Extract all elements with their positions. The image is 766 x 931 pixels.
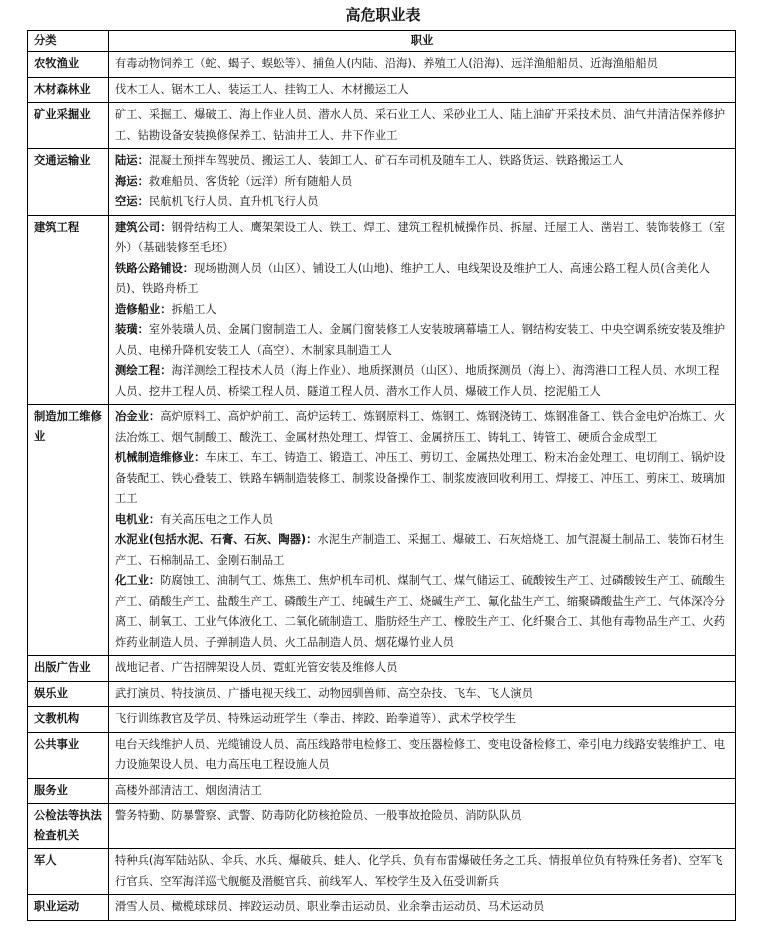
occupation-segment bbox=[115, 172, 729, 193]
category-cell: 矿业采掘业 bbox=[28, 103, 109, 149]
subcategory-label: 装璜： bbox=[115, 323, 149, 336]
subcategory-label: 冶金业： bbox=[115, 410, 161, 423]
occupation-segment bbox=[115, 709, 729, 730]
subcategory-label: 海运： bbox=[115, 174, 149, 188]
subcategory-label: 陆运： bbox=[115, 154, 149, 167]
table-row bbox=[28, 149, 736, 216]
occupation-cell bbox=[109, 149, 736, 216]
occupation-list-text: 飞行训练教官及学员、特殊运动班学生（拳击、摔跤、跆拳道等）、武术学校学生 bbox=[115, 712, 517, 725]
table-row bbox=[28, 707, 736, 733]
table-row bbox=[28, 103, 736, 149]
occupation-list-text: 高楼外部清洁工、烟囱清洁工 bbox=[115, 783, 262, 797]
category-cell: 服务业 bbox=[28, 778, 109, 804]
occupation-list-text: 滑雪人员、橄榄球球员、摔跤运动员、职业拳击运动员、业余拳击运动员、马术运动员 bbox=[115, 900, 545, 913]
occupation-cell bbox=[109, 681, 736, 707]
occupation-cell bbox=[109, 804, 736, 849]
occupation-segment bbox=[115, 300, 729, 321]
page-title: 高危职业表 bbox=[345, 6, 421, 24]
occupation-list-text: 高炉原料工、高炉炉前工、高炉运转工、炼钢原料工、炼钢工、炼钢浇铸工、炼钢准备工、铁合金电炉冶炼工、火法冶炼工、烟气制酸工、酸洗工、金属材热处理工、焊管工、金属挤压工、铸轧工、铸管工、硬质合金成型工 bbox=[115, 410, 726, 444]
subcategory-label: 铁路公路铺设： bbox=[115, 261, 195, 275]
occupation-segment bbox=[115, 218, 729, 259]
table-row bbox=[28, 681, 736, 707]
subcategory-label: 水泥业(包括水泥、石膏、石灰、陶器)： bbox=[115, 533, 318, 546]
occupation-list-text: 水泥生产制造工、采掘工、爆破工、石灰焙烧工、加气混凝土制品工、装饰石材生产工、石棉制品工、金刚石制品工 bbox=[115, 533, 725, 567]
occupation-segment bbox=[115, 735, 729, 776]
occupation-segment bbox=[115, 320, 729, 361]
occupation-cell bbox=[109, 215, 736, 405]
table-row bbox=[28, 804, 736, 849]
occupation-segment bbox=[115, 658, 729, 679]
subcategory-label: 化工业： bbox=[115, 574, 161, 587]
occupation-cell bbox=[109, 732, 736, 778]
occupation-list-text: 拆船工人 bbox=[171, 302, 217, 316]
occupation-list-text: 有毒动物饲养工（蛇、蝎子、蜈蚣等）、捕鱼人(内陆、沿海)、养殖工人(沿海)、远洋渔船船员、近海渔船船员 bbox=[115, 57, 658, 70]
occupation-cell bbox=[109, 707, 736, 733]
table-row bbox=[28, 849, 736, 895]
occupation-segment bbox=[115, 806, 729, 827]
occupation-list-text: 民航机飞行人员、直升机飞行人员 bbox=[148, 195, 319, 208]
occupation-cell bbox=[109, 405, 736, 656]
category-cell: 制造加工维修业 bbox=[28, 405, 109, 656]
occupation-segment bbox=[115, 897, 729, 918]
occupation-list-text: 钢骨结构工人、鹰架架设工人、铁工、焊工、建筑工程机械操作员、拆屋、迁屋工人、凿岩工、装饰装修工（室外）（基础装修至毛坯） bbox=[115, 220, 726, 254]
occupation-list-text: 室外装璜人员、金属门窗制造工人、金属门窗装修工人安装玻璃幕墙工人、钢结构安装工、中央空调系统安装及维护人员、电梯升降机安装工人（高空）、木制家具制造工人 bbox=[115, 323, 726, 357]
category-cell: 文教机构 bbox=[28, 707, 109, 733]
occupation-list-text: 防腐蚀工、油制气工、炼焦工、焦炉机车司机、煤制气工、煤气储运工、硫酸铵生产工、过磷酸铵生产工、硫酸生产工、硝酸生产工、盐酸生产工、磷酸生产工、纯碱生产工、烧碱生产工、氟化盐生产工、缩聚磷酸盐生产工、气体深冷分离工、制氧工、工业气体液化工、二氧化硫制造工、脂肪烃生产工、橡胶生产工、化纤聚合工、其他有毒物品生产工、火药炸药业制造人员、子弹制造人员、火工品制造人员、烟花爆竹业人员 bbox=[115, 574, 726, 649]
category-cell: 公检法等执法检查机关 bbox=[28, 804, 109, 849]
occupation-cell bbox=[109, 77, 736, 103]
table-row bbox=[28, 77, 736, 103]
subcategory-label: 机械制造维修业： bbox=[115, 451, 206, 464]
occupation-segment bbox=[115, 259, 729, 300]
occupation-cell bbox=[109, 52, 736, 78]
subcategory-label: 造修船业： bbox=[115, 302, 172, 316]
table-row bbox=[28, 895, 736, 921]
occupation-segment bbox=[115, 105, 729, 146]
occupation-list-text: 警务特勤、防暴警察、武警、防毒防化防核抢险员、一般事故抢险员、消防队队员 bbox=[115, 809, 522, 822]
occupation-segment bbox=[115, 684, 729, 705]
header-category: 分类 bbox=[28, 31, 109, 52]
category-cell: 职业运动 bbox=[28, 895, 109, 921]
occupation-list-text: 战地记者、广告招牌架设人员、霓虹光管安装及维修人员 bbox=[115, 661, 398, 674]
table-row bbox=[28, 405, 736, 656]
occupation-segment bbox=[115, 530, 729, 571]
occupation-list-text: 武打演员、特技演员、广播电视天线工、动物园驯兽师、高空杂技、飞车、飞人演员 bbox=[115, 686, 533, 700]
category-cell: 出版广告业 bbox=[28, 656, 109, 682]
occupation-list-text: 电台天线维护人员、光缆铺设人员、高压线路带电检修工、变压器检修工、变电设备检修工、牵引电力线路安装维护工、电力设施架设人员、电力高压电工程设施人员 bbox=[115, 737, 726, 771]
occupation-list-text: 车床工、车工、铸造工、锻造工、冲压工、剪切工、金属热处理工、粉末冶金处理工、电切削工、锅炉设备装配工、铁心叠装工、铁路车辆制造装修工、制浆设备操作工、制浆废液回收利用工、焊接工、冲压工、剪床工、玻璃加工工 bbox=[115, 451, 726, 505]
occupation-list-text: 矿工、采掘工、爆破工、海上作业人员、潜水人员、采石业工人、采砂业工人、陆上油矿开采技术员、油气井清洁保养修护工、钻勘设备安装换修保养工、钻油井工人、井下作业工 bbox=[115, 108, 726, 142]
occupation-segment bbox=[115, 448, 729, 510]
occupation-segment bbox=[115, 781, 729, 802]
occupation-list-text: 现场勘测人员（山区）、铺设工人(山地)、维护工人、电线架设及维护工人、高速公路工程人员(含美化人员)、铁路舟桥工 bbox=[115, 261, 711, 295]
subcategory-label: 空运： bbox=[115, 195, 149, 208]
subcategory-label: 测绘工程： bbox=[115, 364, 172, 377]
occupation-segment bbox=[115, 407, 729, 448]
occupation-segment bbox=[115, 54, 729, 75]
occupation-cell bbox=[109, 895, 736, 921]
occupation-cell bbox=[109, 849, 736, 895]
subcategory-label: 电机业： bbox=[115, 512, 161, 526]
occupation-cell bbox=[109, 103, 736, 149]
occupation-segment bbox=[115, 80, 729, 101]
occupation-segment bbox=[115, 361, 729, 402]
occupation-list-text: 伐木工人、锯木工人、装运工人、挂钩工人、木材搬运工人 bbox=[115, 82, 409, 96]
category-cell: 娱乐业 bbox=[28, 681, 109, 707]
occupation-list-text: 海洋测绘工程技术人员（海上作业）、地质探测员（山区）、地质探测员（海上）、海湾港口工程人员、水坝工程人员、挖井工程人员、桥梁工程人员、隧道工程人员、潜水工作人员、爆破工作人员、挖泥船工人 bbox=[115, 364, 720, 398]
table-header-row bbox=[28, 31, 736, 52]
occupation-segment bbox=[115, 571, 729, 653]
occupation-segment bbox=[115, 510, 729, 531]
occupation-cell bbox=[109, 656, 736, 682]
table-row bbox=[28, 732, 736, 778]
category-cell: 交通运输业 bbox=[28, 149, 109, 216]
occupation-list-text: 特种兵(海军陆站队、伞兵、水兵、爆破兵、蛙人、化学兵、负有布雷爆破任务之工兵、情报单位负有特殊任务者)、空军飞行官兵、空军海洋巡弋舰艇及潜艇官兵、前线军人、军校学生及入伍受训新兵 bbox=[115, 854, 723, 888]
table-row bbox=[28, 215, 736, 405]
high-risk-occupation-table bbox=[27, 30, 736, 921]
category-cell: 木材森林业 bbox=[28, 77, 109, 103]
category-cell: 建筑工程 bbox=[28, 215, 109, 405]
occupation-segment bbox=[115, 192, 729, 213]
occupation-list-text: 救难船员、客货轮（远洋）所有随船人员 bbox=[148, 174, 353, 188]
category-cell: 农牧渔业 bbox=[28, 52, 109, 78]
header-occupation: 职业 bbox=[109, 31, 736, 52]
category-cell: 公共事业 bbox=[28, 732, 109, 778]
subcategory-label: 建筑公司： bbox=[115, 220, 172, 234]
occupation-list-text: 混凝土预拌车驾驶员、搬运工人、装卸工人、矿石车司机及随车工人、铁路货运、铁路搬运工人 bbox=[148, 154, 624, 167]
table-row bbox=[28, 656, 736, 682]
table-row bbox=[28, 52, 736, 78]
occupation-segment bbox=[115, 851, 729, 892]
occupation-list-text: 有关高压电之工作人员 bbox=[160, 512, 274, 526]
occupation-cell bbox=[109, 778, 736, 804]
table-row bbox=[28, 778, 736, 804]
category-cell: 军人 bbox=[28, 849, 109, 895]
occupation-segment bbox=[115, 151, 729, 172]
